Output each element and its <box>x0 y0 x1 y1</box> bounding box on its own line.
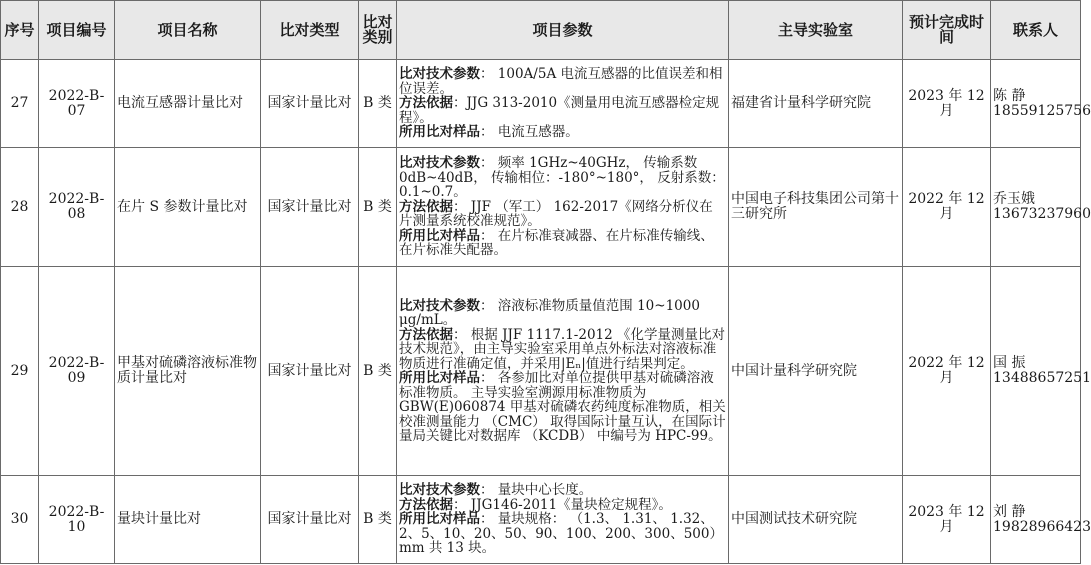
contact-phone: 19828966423 <box>993 518 1091 535</box>
param-line <box>399 512 726 556</box>
row-params <box>397 148 729 267</box>
row-contact <box>991 60 1091 148</box>
table-row <box>1 267 1081 476</box>
param-text: ： 100A/5A 电流互感器的比值误差和相位误差。 <box>399 66 723 97</box>
header-name: 项目名称 <box>115 1 261 60</box>
row-due: 2022 年 12 月 <box>903 267 991 476</box>
param-key: 方法依据 <box>399 496 453 513</box>
table-row <box>1 476 1081 564</box>
row-category: B 类 <box>359 267 397 476</box>
row-lab: 中国测试技术研究院 <box>729 476 903 564</box>
row-lab: 中国计量科学研究院 <box>729 267 903 476</box>
row-type: 国家计量比对 <box>261 60 359 148</box>
row-seq: 29 <box>1 267 39 476</box>
table-row <box>1 148 1081 267</box>
param-line <box>399 483 726 498</box>
param-line <box>399 371 726 444</box>
param-text: ： 频率 1GHz~40GHz， 传输系数 0dB~40dB， 传输相位：-180°~180°， 反射系数：0.1~0.7。 <box>399 155 725 201</box>
param-line <box>399 67 726 96</box>
row-seq: 27 <box>1 60 39 148</box>
param-text: ： JJG146-2011《量块检定规程》。 <box>453 496 672 513</box>
row-name: 量块计量比对 <box>115 476 261 564</box>
param-text: ： 在片标准衰减器、在片标准传输线、在片标准失配器。 <box>399 227 714 259</box>
param-text: ： 电流互感器。 <box>480 124 579 141</box>
param-key: 所用比对样品 <box>399 370 480 386</box>
contact-phone: 18559125756 <box>993 102 1091 119</box>
param-key: 比对技术参数 <box>399 66 480 83</box>
param-key: 方法依据 <box>399 326 453 343</box>
row-contact <box>991 148 1091 267</box>
contact-name: 国 振 <box>993 355 1026 371</box>
row-params <box>397 60 729 148</box>
row-category: B 类 <box>359 476 397 564</box>
contact-name: 乔玉娥 <box>993 191 1035 207</box>
row-lab: 福建省计量科学研究院 <box>729 60 903 148</box>
param-key: 所用比对样品 <box>399 227 480 244</box>
header-seq: 序号 <box>1 1 39 60</box>
table-header-row <box>1 1 1081 60</box>
param-text: ： 根据 JJF 1117.1-2012 《化学量测量比对技术规范》，由主导实验室采用单点外标法对溶液标准物质进行准确定值，并采用|Eₙ|值进行结果判定。 <box>399 326 726 372</box>
param-key: 所用比对样品 <box>399 511 480 528</box>
row-category: B 类 <box>359 60 397 148</box>
row-params <box>397 267 729 476</box>
param-line <box>399 96 726 125</box>
row-type: 国家计量比对 <box>261 476 359 564</box>
param-key: 比对技术参数 <box>399 297 480 314</box>
row-code: 2022-B-09 <box>39 267 115 476</box>
row-type: 国家计量比对 <box>261 148 359 267</box>
param-line <box>399 229 726 258</box>
table-row <box>1 60 1081 148</box>
row-code: 2022-B-07 <box>39 60 115 148</box>
param-key: 方法依据 <box>399 198 453 215</box>
row-code: 2022-B-08 <box>39 148 115 267</box>
row-seq: 30 <box>1 476 39 564</box>
header-contact: 联系人 <box>991 1 1081 60</box>
contact-phone: 13673237960 <box>993 206 1091 222</box>
param-text: ： 量块中心长度。 <box>480 482 593 499</box>
row-seq: 28 <box>1 148 39 267</box>
param-text: ： 量块规格： （1.3、 1.31、 1.32、 2、5、10、20、50、90、100、200、300、500） mm 共 13 块。 <box>399 511 723 557</box>
row-lab: 中国电子科技集团公司第十三研究所 <box>729 148 903 267</box>
param-text: ： JJF （军工） 162-2017《网络分析仪在片测量系统校准规范》。 <box>399 198 713 230</box>
header-params: 项目参数 <box>397 1 729 60</box>
param-line <box>399 200 726 229</box>
row-name: 在片 S 参数计量比对 <box>115 148 261 267</box>
param-text: ： 各参加比对单位提供甲基对硫磷溶液标准物质。 主导实验室溯源用标准物质为 GBW(E)060874 甲基对硫磷农药纯度标准物质，相关校准测量能力 （CMC） 取得国际计量互认，在国际计量局关键比对数据库 （KCDB） 中编号为 HPC-99。 <box>399 370 726 444</box>
row-params <box>397 476 729 564</box>
row-name: 电流互感器计量比对 <box>115 60 261 148</box>
header-category: 比对类别 <box>359 1 397 60</box>
row-due: 2022 年 12 月 <box>903 148 991 267</box>
param-key: 所用比对样品 <box>399 124 480 141</box>
param-key: 比对技术参数 <box>399 482 480 499</box>
contact-name: 陈 静 <box>993 87 1026 104</box>
param-line <box>399 328 726 372</box>
row-type: 国家计量比对 <box>261 267 359 476</box>
row-code: 2022-B-10 <box>39 476 115 564</box>
header-lab: 主导实验室 <box>729 1 903 60</box>
row-contact <box>991 476 1091 564</box>
header-type: 比对类型 <box>261 1 359 60</box>
param-line <box>399 156 726 200</box>
param-key: 比对技术参数 <box>399 155 480 172</box>
row-name: 甲基对硫磷溶液标准物质计量比对 <box>115 267 261 476</box>
param-text: ： 溶液标准物质量值范围 10~1000 μg/mL。 <box>399 297 700 328</box>
contact-name: 刘 静 <box>993 503 1026 520</box>
param-line <box>399 125 726 140</box>
header-code: 项目编号 <box>39 1 115 60</box>
param-line <box>399 299 726 328</box>
row-due: 2023 年 12 月 <box>903 476 991 564</box>
row-category: B 类 <box>359 148 397 267</box>
header-due: 预计完成时间 <box>903 1 991 60</box>
row-contact <box>991 267 1091 476</box>
param-text: ：JJG 313-2010《测量用电流互感器检定规程》。 <box>399 95 720 126</box>
contact-phone: 13488657251 <box>993 370 1091 386</box>
param-key: 方法依据 <box>399 95 453 112</box>
row-due: 2023 年 12 月 <box>903 60 991 148</box>
